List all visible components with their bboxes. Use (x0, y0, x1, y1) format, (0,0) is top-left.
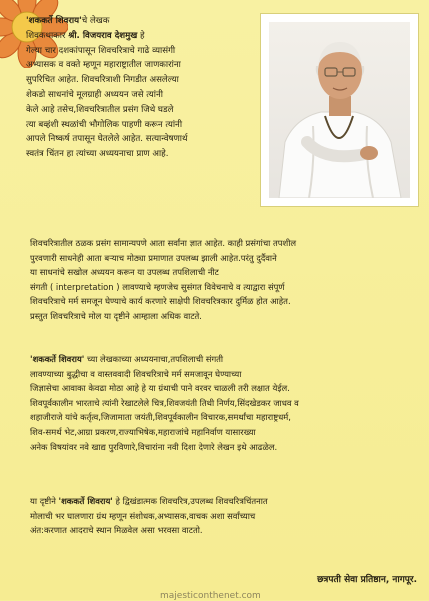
paragraph-line: शिवपूर्वकालीन भारताचे त्यांनी रेखाटलेले चित्र,शिवजयंती तिथी निर्णय,सिंदखेडकर जाधव व (30, 397, 299, 408)
intro-line: केले आहे तसेच,शिवचरित्रातील प्रसंग जिथे घडले (26, 104, 174, 115)
paragraph-text: हे द्विखंडात्मक शिवचरित्र,उपलब्ध शिवचरित्रचिंतनात (112, 496, 268, 506)
publisher-signature: छत्रपती सेवा प्रतिष्ठान, नागपूर. (317, 575, 417, 585)
paragraph-line (30, 352, 420, 367)
intro-line: शेकडो साधनांचे मूलग्राही अध्ययन जसे त्यांनी (26, 89, 163, 100)
paragraph-line: प्रस्तुत शिवचरित्राचे मोल या दृष्टीने आम्हाला अधिक वाटते. (30, 310, 202, 321)
intro-line: आपले निष्कर्ष तपासून घेतलेले आहेत. सत्यान्वेषणार्थ (26, 134, 188, 145)
paragraph-3 (30, 352, 420, 454)
paragraph-text: या दृष्टीने (30, 496, 59, 506)
paragraph-4 (30, 494, 420, 538)
paragraph-line: मोलाची भर घालणारा ग्रंथ म्हणून संशोधक,अभ्यासक,वाचक अशा सर्वांच्याच (30, 510, 256, 521)
paragraph-line: या साधनांचे सखोल अध्ययन करून या उपलब्ध तपशिलाची नीट (30, 267, 219, 278)
paragraph-line: अनेक विषयांवर नवे खाद्य पुरविणारे,विचारांना नवी दिशा देणारे लेखन इथे आढळेल. (30, 441, 278, 452)
intro-line: गेल्या चार दशकांपासून शिवचरित्राचे गाढे व्यासंगी (26, 45, 176, 56)
paragraph-line: शहाजीराजे यांचे कर्तृत्व,जिजामाता जयंती,शिवपूर्वकालीन विचारक,समर्थांचा महाराष्ट्रधर्म, (30, 412, 291, 423)
paragraph-line: शिवचरित्रातील ठळक प्रसंग सामान्यपणे आता सर्वांना ज्ञात आहेत. काही प्रसंगांचा तपशील (30, 238, 297, 248)
paragraph-line (30, 494, 420, 509)
paragraph-line: अंत:करणात आदराचे स्थान मिळवेल असा भरवसा वाटतो. (30, 525, 203, 536)
paragraph-line: शिव-समर्थ भेट,आग्रा प्रकरण,राज्याभिषेक,महाराजांचे महानिर्वाण यासारख्या (30, 426, 256, 437)
author-photo-frame (260, 13, 419, 207)
intro-text: शिवकथाकार (26, 30, 69, 41)
paragraph-text: च्या लेखकाच्या अध्ययनाचा,तपशिलाची संगती (84, 354, 224, 364)
intro-line: सुपरिचित आहेत. शिवचरित्राशी निगडीत असलेल्या (26, 75, 179, 86)
paragraph-line: संगती ( interpretation ) लावण्याचे म्हणजेच सुसंगत विवेचनाचे व त्याद्वारा संपूर्ण (30, 281, 285, 292)
book-title: 'शककर्ते शिवराय' (58, 496, 113, 506)
intro-line: स्वतंत्र चिंतन हा त्यांच्या अध्ययनाचा प्राण आहे. (26, 149, 169, 160)
book-title: 'शककर्ते शिवराय' (30, 354, 85, 364)
author-photo (269, 22, 410, 198)
intro-line-2 (26, 29, 254, 44)
book-title: 'शककर्ते शिवराय' (26, 16, 82, 26)
watermark: majesticonthenet.com (160, 591, 261, 601)
paragraph-line: जिज्ञासेचा आवाका केवढा मोठा आहे हे या ग्रंथाची पाने वरवर चाळली तरी लक्षात येईल. (30, 383, 290, 394)
paragraph-line: शिवचरित्राचे मर्म समजून घेण्याचे कार्य करणारे साक्षेपी शिवचरित्रकार दुर्मिळ होत आहेत. (30, 296, 291, 307)
intro-text: हे (137, 30, 145, 41)
intro-text: चे लेखक (81, 16, 110, 26)
intro-line-1 (26, 14, 254, 29)
author-intro (26, 14, 254, 162)
author-name: श्री. विजयराव देशमुख (68, 30, 138, 41)
paragraph-2 (30, 236, 420, 324)
intro-line: त्या बव्हंशी स्थळांची भौगोलिक पाहणी करून त्यांनी (26, 119, 183, 130)
intro-line: अभ्यासक व वक्ते म्हणून महाराष्ट्रातील जाणकारांना (26, 60, 181, 71)
paragraph-line: लावण्याच्या बुद्धीचा व वास्तववादी शिवचरित्राचे मर्म समजावून घेण्याच्या (30, 368, 242, 379)
paragraph-line: पुरवणारी साधनेही आता बऱ्याच मोठ्या प्रमाणात उपलब्ध झाली आहेत.परंतु दुर्दैवाने (30, 252, 277, 263)
